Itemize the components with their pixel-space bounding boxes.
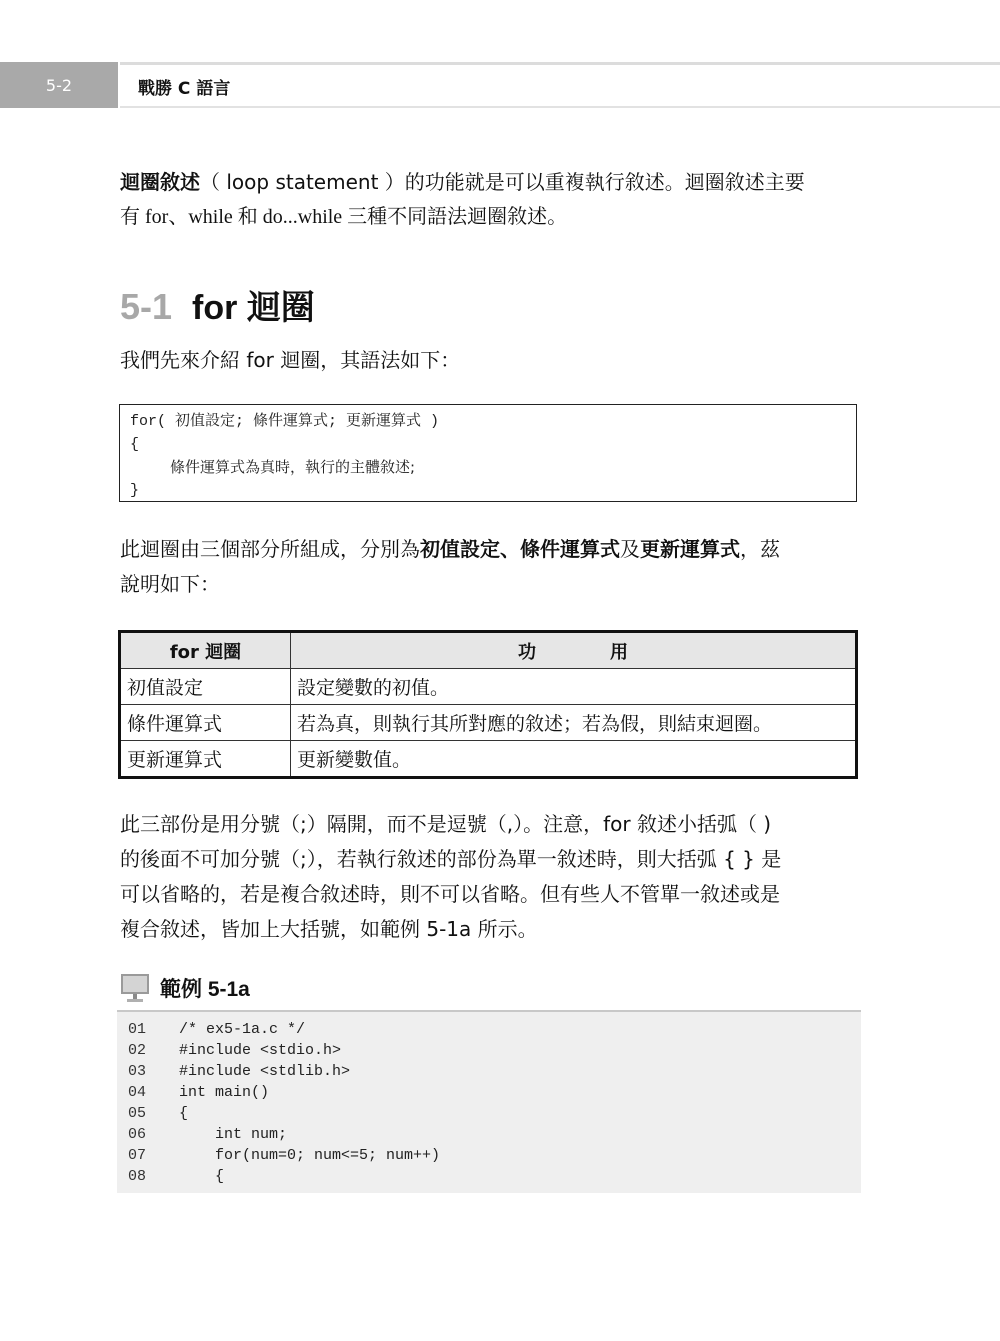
code-text: #include <stdio.h>: [179, 1042, 342, 1059]
line-number: 04: [128, 1084, 147, 1101]
term-update: 更新運算式: [640, 537, 740, 561]
page-number: 5-2: [0, 62, 118, 108]
table-row: [120, 705, 857, 741]
table-cell: 若為真，則執行其所對應的敘述；若為假，則結束迴圈。: [291, 705, 857, 741]
for-loop-table: [118, 630, 858, 779]
table-cell: 更新運算式: [120, 741, 291, 778]
syntax-box: [119, 404, 857, 502]
note-line: 可以省略的，若是複合敘述時，則不可以省略。但有些人不管單一敘述或是: [120, 882, 780, 906]
table-row: [120, 669, 857, 705]
example-label: 範例 5-1a: [160, 978, 250, 1001]
syntax-line: for( 初值設定; 條件運算式; 更新運算式 ): [130, 413, 440, 430]
header-char: 功: [518, 641, 536, 663]
line-number: 01: [128, 1021, 147, 1038]
table-row: [120, 741, 857, 778]
line-number: 05: [128, 1105, 147, 1122]
book-title: 戰勝 C 語言: [138, 79, 231, 99]
code-line: [117, 1103, 861, 1124]
parts-text: 此迴圈由三個部分所組成，分別為: [120, 537, 420, 561]
table-header-row: [120, 632, 857, 669]
code-line: [117, 1166, 861, 1187]
code-text: int main(): [179, 1084, 270, 1101]
code-line: [117, 1019, 861, 1040]
header-char: 用: [610, 641, 628, 663]
syntax-intro: 我們先來介紹 for 迴圈，其語法如下：: [120, 348, 461, 372]
line-number: 03: [128, 1063, 147, 1080]
note-paragraph: [120, 807, 860, 947]
line-number: 08: [128, 1168, 147, 1185]
code-block: [117, 1010, 861, 1193]
note-line: 的後面不可加分號（;），若執行敘述的部份為單一敘述時，則大括弧 { } 是: [120, 847, 782, 871]
parts-paragraph: [120, 532, 860, 602]
code-text: for(num=0; num<=5; num++): [179, 1147, 441, 1164]
monitor-icon: [120, 972, 152, 1004]
table-cell: 初值設定: [120, 669, 291, 705]
example-heading: [120, 970, 250, 1006]
table-cell: 條件運算式: [120, 705, 291, 741]
table-header-cell: [291, 632, 857, 669]
line-number: 07: [128, 1147, 147, 1164]
header-top-rule: [120, 62, 1000, 65]
parts-line-1: [120, 532, 860, 567]
code-text: int num;: [179, 1126, 288, 1143]
code-text: #include <stdlib.h>: [179, 1063, 351, 1080]
term-init: 初值設定: [420, 537, 500, 561]
table-cell: 更新變數值。: [291, 741, 857, 778]
term-condition: 條件運算式: [520, 537, 620, 561]
syntax-line: }: [130, 482, 140, 499]
parts-separator: 及: [620, 537, 640, 561]
parts-separator: 、: [500, 537, 520, 561]
section-heading: [120, 280, 315, 330]
code-line: [117, 1061, 861, 1082]
intro-line-2: 有 for、while 和 do...while 三種不同語法迴圈敘述。: [120, 206, 568, 228]
parts-line-2: 說明如下：: [120, 572, 220, 596]
code-line: [117, 1145, 861, 1166]
syntax-line: {: [130, 436, 140, 453]
syntax-line: 條件運算式為真時，執行的主體敘述;: [170, 458, 416, 476]
section-title: for 迴圈: [192, 289, 315, 327]
intro-line-1: [120, 165, 860, 200]
note-line: 複合敘述，皆加上大括號，如範例 5-1a 所示。: [120, 917, 538, 941]
header-bottom-rule: [120, 106, 1000, 108]
code-text: /* ex5-1a.c */: [179, 1021, 306, 1038]
note-line: 此三部份是用分號（;）隔開，而不是逗號（,）。注意，for 敘述小括弧（ ): [120, 812, 772, 836]
line-number: 02: [128, 1042, 147, 1059]
line-number: 06: [128, 1126, 147, 1143]
code-line: [117, 1082, 861, 1103]
table-cell: 設定變數的初值。: [291, 669, 857, 705]
section-number: 5-1: [120, 286, 173, 327]
code-text: {: [179, 1105, 189, 1122]
code-text: {: [179, 1168, 225, 1185]
intro-text-1: （ loop statement ）的功能就是可以重複執行敘述。迴圈敘述主要: [200, 170, 805, 194]
parts-text: ，茲: [740, 537, 780, 561]
page-header: [0, 62, 1000, 108]
table-header-cell: for 迴圈: [120, 632, 291, 669]
code-line: [117, 1124, 861, 1145]
intro-paragraph: [120, 165, 860, 235]
intro-term: 迴圈敘述: [120, 170, 200, 194]
code-line: [117, 1040, 861, 1061]
